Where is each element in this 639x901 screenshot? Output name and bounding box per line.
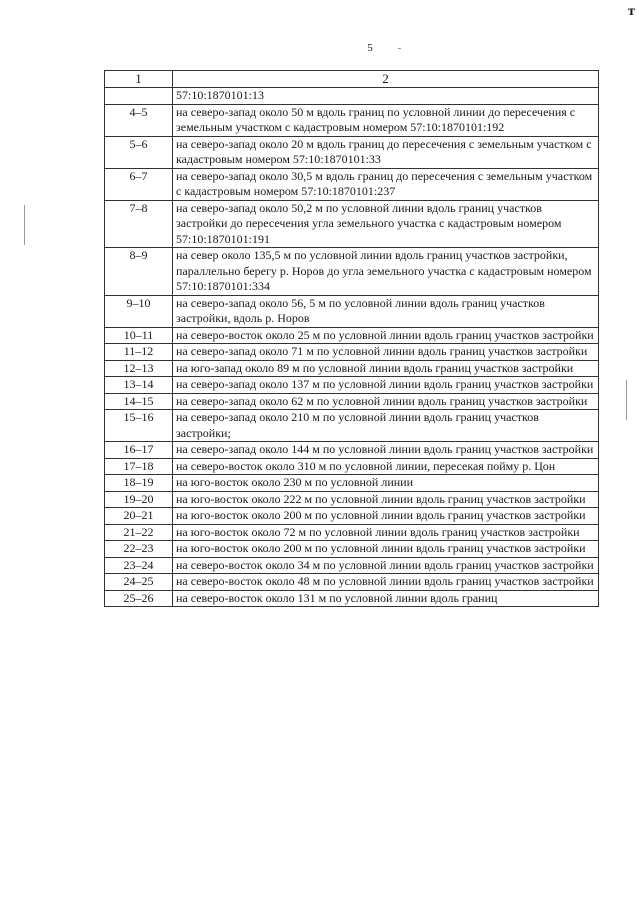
description-cell: на северо-запад около 62 м по условной линии вдоль границ участков застройки xyxy=(173,393,599,410)
table-row xyxy=(105,491,599,508)
segment-cell: 7–8 xyxy=(105,200,173,248)
table-row xyxy=(105,574,599,591)
description-cell: на юго-восток около 200 м по условной линии вдоль границ участков застройки xyxy=(173,508,599,525)
table-row xyxy=(105,168,599,200)
segment-cell: 23–24 xyxy=(105,557,173,574)
description-cell: на север около 135,5 м по условной линии вдоль границ участков застройки, параллельно берегу р. Норов до угла земельного участка с кадастровым номером 57:10:1870101:334 xyxy=(173,248,599,296)
scan-artifact xyxy=(398,48,401,49)
segment-cell: 14–15 xyxy=(105,393,173,410)
segment-cell: 20–21 xyxy=(105,508,173,525)
table-row xyxy=(105,410,599,442)
description-cell: на юго-восток около 230 м по условной линии xyxy=(173,475,599,492)
table-row xyxy=(105,344,599,361)
segment-cell: 16–17 xyxy=(105,442,173,459)
page-number: 5 xyxy=(367,42,373,54)
segment-cell: 11–12 xyxy=(105,344,173,361)
segment-cell: 9–10 xyxy=(105,295,173,327)
table-row xyxy=(105,200,599,248)
table-row xyxy=(105,104,599,136)
table-header-row xyxy=(105,71,599,88)
table-row xyxy=(105,475,599,492)
table-row xyxy=(105,557,599,574)
description-cell: на северо-запад около 50,2 м по условной линии вдоль границ участков застройки до пересечения угла земельного участка с кадастровым номером 57:10:1870101:191 xyxy=(173,200,599,248)
scan-artifact xyxy=(626,380,627,420)
description-cell: на северо-восток около 310 м по условной линии, пересекая пойму р. Цон xyxy=(173,458,599,475)
table-row xyxy=(105,442,599,459)
description-cell: на северо-запад около 50 м вдоль границ по условной линии до пересечения с земельным участком с кадастровым номером 57:10:1870101:192 xyxy=(173,104,599,136)
description-cell: на северо-запад около 137 м по условной линии вдоль границ участков застройки xyxy=(173,377,599,394)
table-row xyxy=(105,508,599,525)
description-cell: на северо-восток около 34 м по условной линии вдоль границ участков застройки xyxy=(173,557,599,574)
table-row xyxy=(105,590,599,607)
segment-cell: 6–7 xyxy=(105,168,173,200)
table-row xyxy=(105,327,599,344)
table-row xyxy=(105,295,599,327)
corner-mark: т xyxy=(628,4,635,19)
segment-cell: 8–9 xyxy=(105,248,173,296)
segment-cell: 21–22 xyxy=(105,524,173,541)
segment-cell: 15–16 xyxy=(105,410,173,442)
table-row xyxy=(105,360,599,377)
segment-cell: 25–26 xyxy=(105,590,173,607)
description-cell: на северо-запад около 144 м по условной линии вдоль границ участков застройки xyxy=(173,442,599,459)
table-row xyxy=(105,136,599,168)
description-cell: на северо-восток около 48 м по условной линии вдоль границ участков застройки xyxy=(173,574,599,591)
description-cell: на северо-запад около 71 м по условной линии вдоль границ участков застройки xyxy=(173,344,599,361)
segment-cell: 19–20 xyxy=(105,491,173,508)
table-row xyxy=(105,524,599,541)
segment-cell: 17–18 xyxy=(105,458,173,475)
segment-cell: 10–11 xyxy=(105,327,173,344)
description-cell: на северо-восток около 131 м по условной линии вдоль границ xyxy=(173,590,599,607)
table-row xyxy=(105,377,599,394)
description-cell: на северо-запад около 56, 5 м по условной линии вдоль границ участков застройки, вдоль р. Норов xyxy=(173,295,599,327)
table-row xyxy=(105,88,599,105)
description-cell: на северо-восток около 25 м по условной линии вдоль границ участков застройки xyxy=(173,327,599,344)
table-row xyxy=(105,541,599,558)
scan-artifact xyxy=(24,205,25,245)
column-header: 1 xyxy=(105,71,173,88)
description-cell: на юго-восток около 222 м по условной линии вдоль границ участков застройки xyxy=(173,491,599,508)
segment-cell: 12–13 xyxy=(105,360,173,377)
description-cell: на юго-восток около 72 м по условной линии вдоль границ участков застройки xyxy=(173,524,599,541)
segment-cell: 18–19 xyxy=(105,475,173,492)
segment-cell: 24–25 xyxy=(105,574,173,591)
description-cell: на юго-запад около 89 м по условной линии вдоль границ участков застройки xyxy=(173,360,599,377)
description-cell: на северо-запад около 30,5 м вдоль границ до пересечения с земельным участком с кадастровым номером 57:10:1870101:237 xyxy=(173,168,599,200)
segment-cell: 4–5 xyxy=(105,104,173,136)
segment-cell xyxy=(105,88,173,105)
segment-cell: 13–14 xyxy=(105,377,173,394)
description-cell: на северо-запад около 210 м по условной линии вдоль границ участков застройки; xyxy=(173,410,599,442)
segment-cell: 22–23 xyxy=(105,541,173,558)
segment-cell: 5–6 xyxy=(105,136,173,168)
table-row xyxy=(105,458,599,475)
description-cell: на юго-восток около 200 м по условной линии вдоль границ участков застройки xyxy=(173,541,599,558)
table-row xyxy=(105,393,599,410)
description-cell: на северо-запад около 20 м вдоль границ до пересечения с земельным участком с кадастровым номером 57:10:1870101:33 xyxy=(173,136,599,168)
description-cell: 57:10:1870101:13 xyxy=(173,88,599,105)
boundary-table xyxy=(104,70,599,607)
table-row xyxy=(105,248,599,296)
column-header: 2 xyxy=(173,71,599,88)
